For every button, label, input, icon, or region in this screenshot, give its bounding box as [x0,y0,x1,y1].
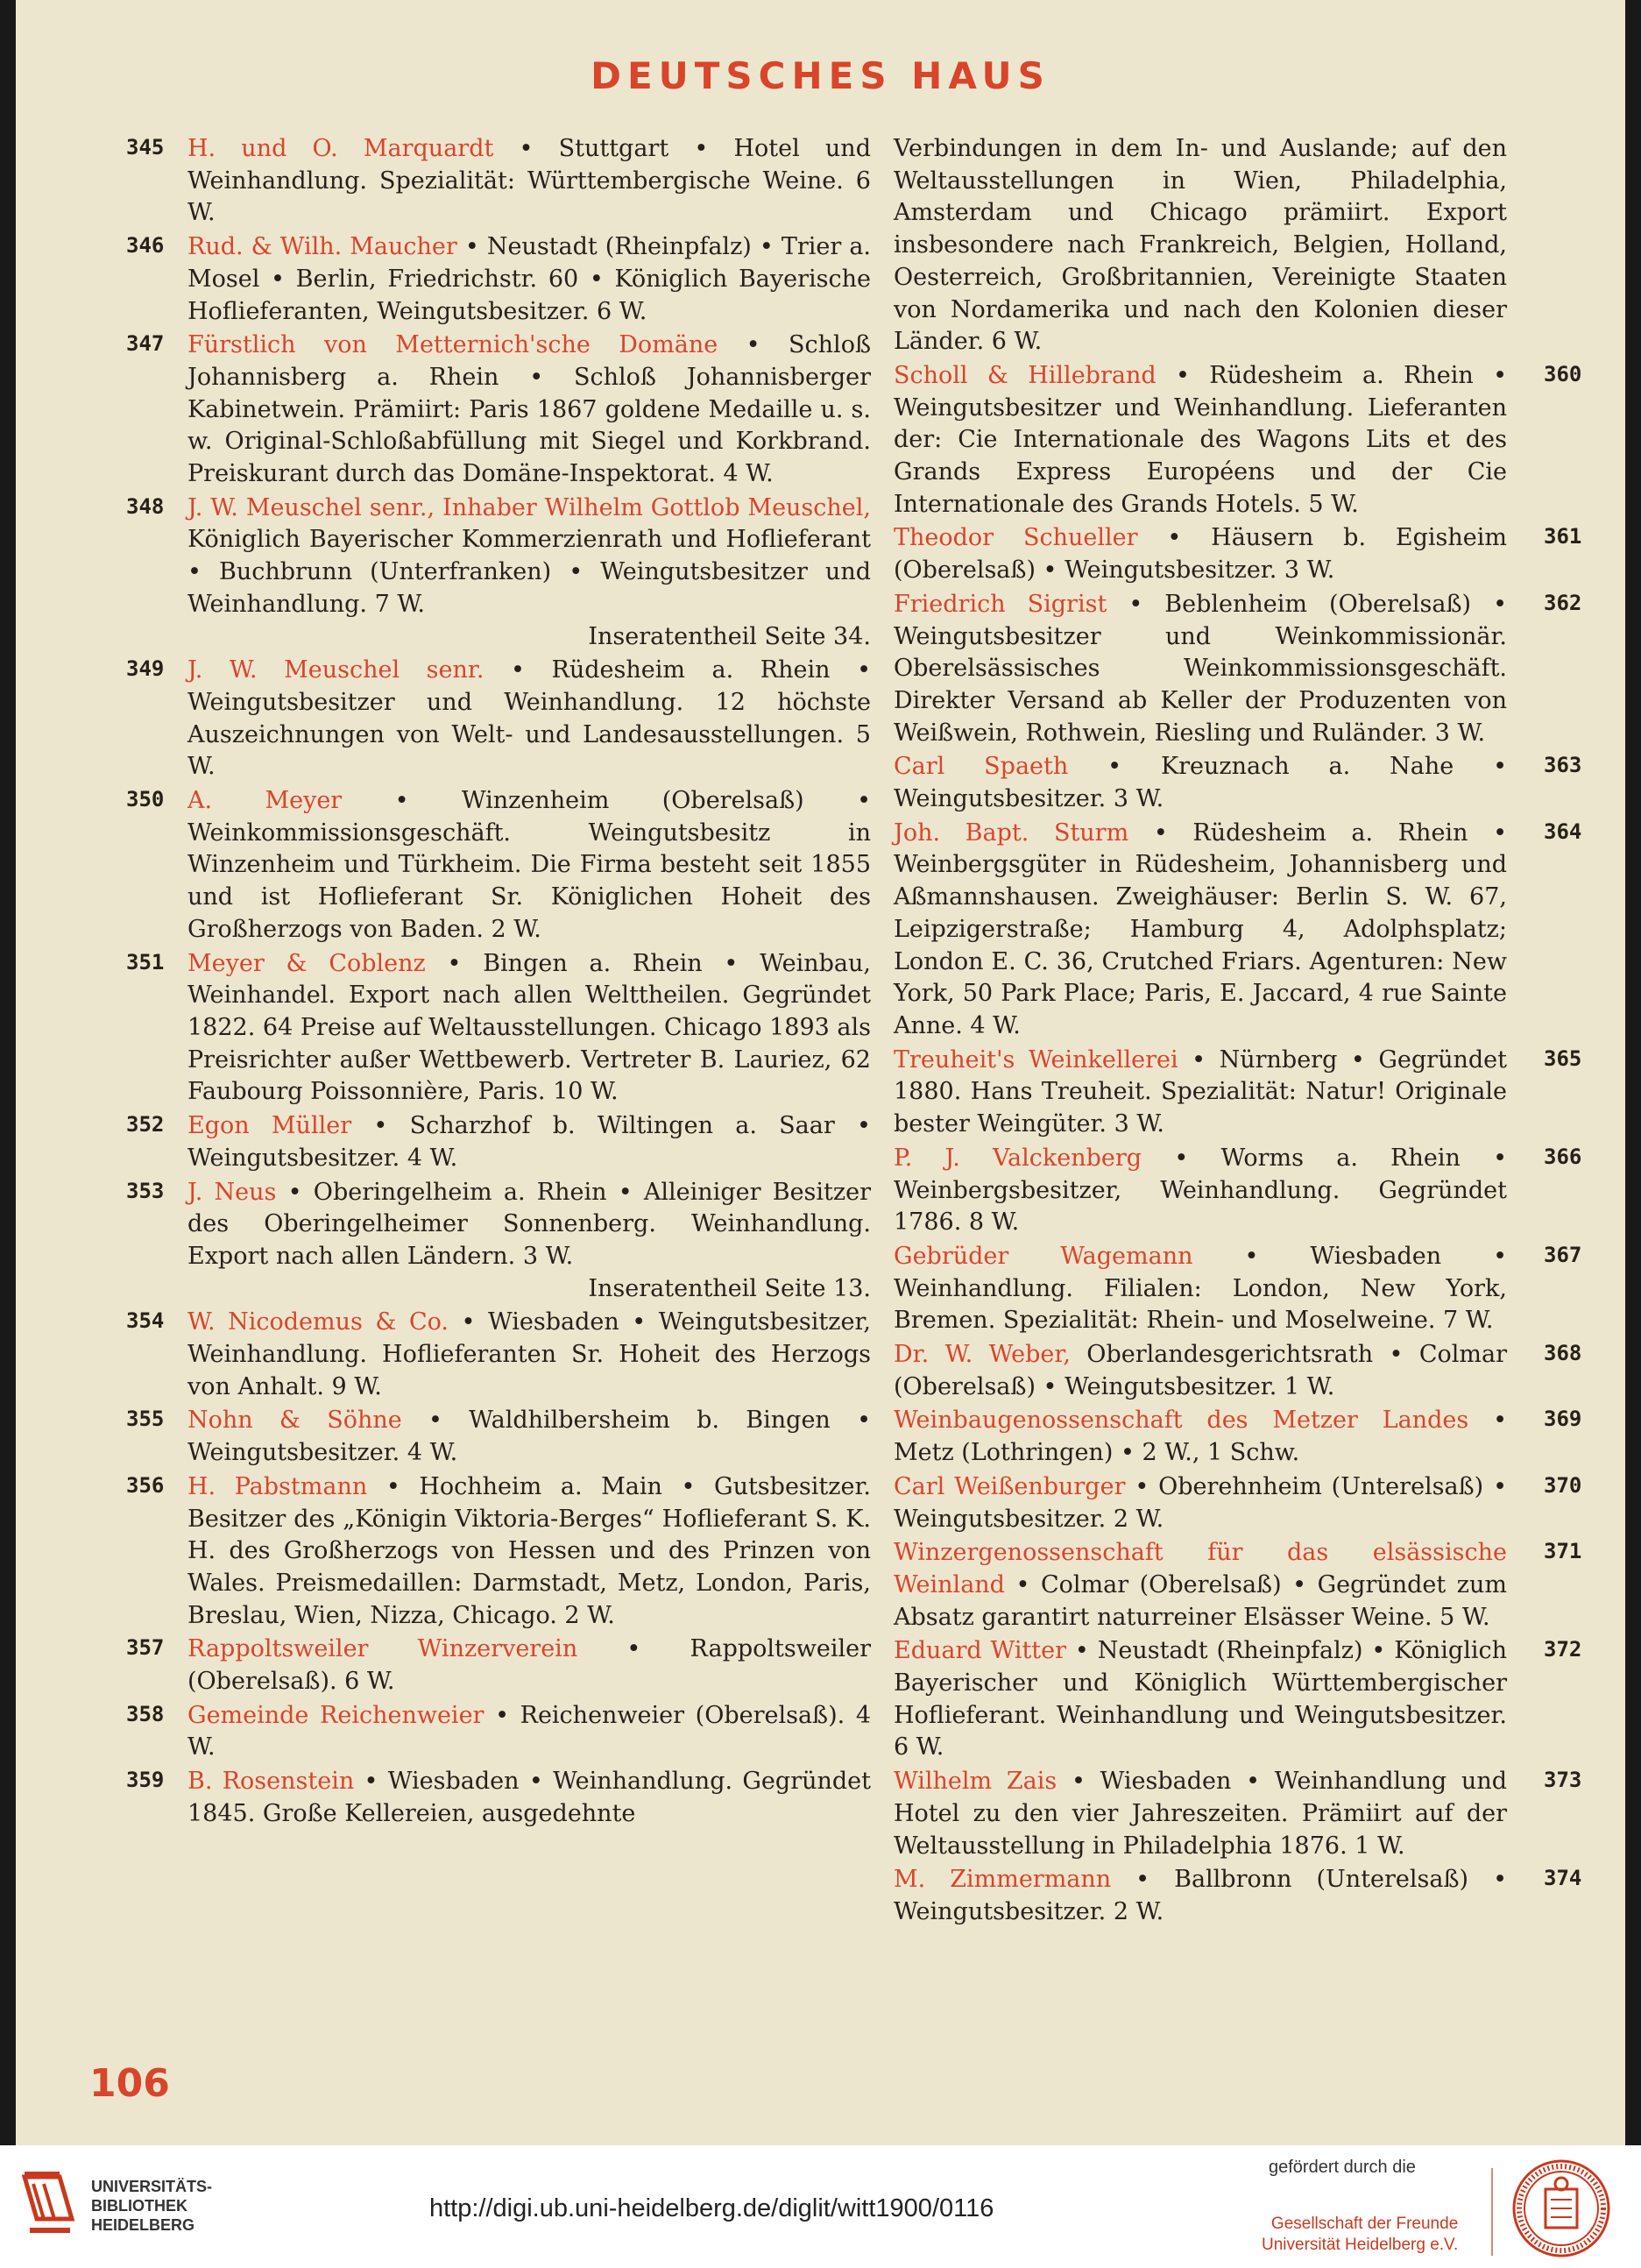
entry-description: • Nürnberg • Gegründet 1880. Hans Treuheit. Spezialität: Natur! Originale bester Weingüter. 3 W. [894,1045,1507,1138]
entry-number: 369 [1544,1407,1582,1432]
entry-number: 348 [126,493,165,519]
viewer-footer [0,2145,1641,2268]
page-number: 106 [89,2061,170,2106]
entry-number: 371 [1544,1539,1582,1564]
entry-description: • Neustadt (Rheinpfalz) • Königlich Bayerischer und Königlich Württembergischer Hoflieferant. Weinhandlung und Weingutsbesitzer. 6 W. [894,1637,1507,1761]
entry-text [894,1766,1507,1862]
entry-number: 358 [126,1701,165,1726]
entry-text [187,1700,871,1764]
entry-number: 368 [1544,1341,1582,1366]
directory-entry [126,330,871,491]
entry-number: 365 [1544,1045,1582,1071]
entry-text [894,1864,1507,1928]
library-logo-icon [18,2166,79,2245]
entry-text [894,1635,1507,1764]
entry-text [894,1045,1507,1141]
entry-number: 349 [126,656,165,682]
entry-text [187,1471,871,1633]
entry-description: • Häusern b. Egisheim (Oberelsaß) • Weingutsbesitzer. 3 W. [894,524,1507,585]
entry-description: • Oberingelheim a. Rhein • Alleiniger Besitzer des Oberingelheimer Sonnenberg. Weinhandlung. Export nach allen Ländern. 3 W. [187,1178,871,1270]
entry-description: • Hochheim a. Main • Gutsbesitzer. Besitzer des „Königin Viktoria-Berges“ Hoflieferant S. K. H. des Großherzogs von Hessen und des Prinzen von Wales. Preismedaillen: Darmstadt, Metz, London, Paris, Breslau, Wien, Nizza, Chicago. 2 W. [187,1472,871,1629]
directory-entry [894,522,1586,586]
running-head: DEUTSCHES HAUS [591,54,1050,97]
directory-entry [126,655,871,783]
entry-text [894,751,1507,815]
entry-number: 374 [1544,1866,1582,1891]
entry-firm-name: Gemeinde Reichenweier [187,1701,485,1729]
directory-entry [126,1405,871,1469]
directory-entry [894,1864,1586,1928]
entry-description: • Ballbronn (Unterelsaß) • Weingutsbesitzer. 2 W. [894,1866,1507,1925]
entry-firm-name: Carl Weißenburger [894,1472,1126,1500]
entry-text [187,1634,871,1697]
directory-entry [894,1143,1586,1239]
entry-description: • Wiesbaden • Weinhandlung und Hotel zu den vier Jahreszeiten. Prämiirt auf der Weltausstellung in Philadelphia 1876. 1 W. [894,1768,1507,1860]
footer-divider [1491,2168,1493,2256]
directory-entry [126,1110,871,1174]
entry-text [187,1405,871,1469]
directory-entry [894,360,1586,521]
entry-description: • Beblenheim (Oberelsaß) • Weingutsbesitzer und Weinkommissionär. Oberelsässisches Weinkommissionsgeschäft. Direkter Versand ab Keller der Produzenten von Weißwein, Rothwein, Riesling und Ruländer. 3 W. [894,590,1507,747]
entry-description: • Rüdesheim a. Rhein • Weingutsbesitzer und Weinhandlung. 12 höchste Auszeichnungen von Welt- und Landesausstellungen. 5 W. [187,656,871,781]
entry-description: • Waldhilbersheim b. Bingen • Weingutsbesitzer. 4 W. [187,1407,871,1467]
entry-number: 347 [126,331,165,357]
entry-number: 357 [126,1635,165,1661]
entry-firm-name: A. Meyer [187,787,343,815]
directory-entry [126,1307,871,1403]
entry-text [187,1177,871,1273]
entry-number: 351 [126,949,165,975]
entry-description: • Wiesbaden • Weinhandlung. Filialen: London, New York, Bremen. Spezialität: Rhein- und Moselweine. 7 W. [894,1242,1507,1335]
entry-number: 364 [1544,819,1582,844]
entry-firm-name: Winzergenossenschaft für das elsässische Weinland [894,1539,1507,1598]
entry-firm-name: Dr. W. Weber, [894,1341,1071,1369]
entry-firm-name: Friedrich Sigrist [894,590,1107,618]
entry-text [187,1766,871,1830]
directory-entry [894,1766,1586,1862]
entry-text [894,522,1507,586]
entry-firm-name: J. Neus [187,1178,277,1206]
directory-entry [894,133,1586,358]
entry-firm-name: Scholl & Hillebrand [894,361,1156,389]
directory-entry [126,133,871,230]
entry-number: 354 [126,1308,165,1334]
society-name: Gesellschaft der Freunde Universität Heidelberg e.V. [1262,2215,1459,2254]
directory-entry [894,589,1586,750]
entry-number: 345 [126,135,165,159]
entry-firm-name: Rud. & Wilh. Maucher [187,233,457,261]
entry-number: 359 [126,1768,165,1793]
entry-number: 370 [1544,1472,1582,1498]
directory-entry [894,818,1586,1043]
entry-text [187,1110,871,1174]
entry-description: • Scharzhof b. Wiltingen a. Saar • Weingutsbesitzer. 4 W. [187,1112,871,1172]
directory-entry [894,1405,1586,1469]
entry-firm-name: Eduard Witter [894,1637,1067,1665]
directory-entry [894,1339,1586,1403]
entry-description: • Rüdesheim a. Rhein • Weingutsbesitzer und Weinhandlung. Lieferanten der: Cie Internationale des Wagons Lits et des Grands Express Européens und der Cie Internationale des Grands Hotels. 5 W. [894,361,1508,518]
directory-entry [894,1471,1586,1535]
entry-firm-name: Meyer & Coblenz [187,949,426,977]
entry-description: Königlich Bayerischer Kommerzienrath und Hoflieferant • Buchbrunn (Unterfranken) • Weingutsbesitzer und Weinhandlung. 7 W. [187,526,871,618]
directory-entry [894,1045,1586,1141]
entry-number: 367 [1544,1242,1582,1267]
entry-text [187,785,871,946]
right-column [894,133,1586,1931]
entry-firm-name: J. W. Meuschel senr. [187,656,485,684]
entry-firm-name: W. Nicodemus & Co. [187,1308,449,1336]
entry-text [894,1143,1507,1239]
entry-text [187,133,871,230]
funded-by-label: gefördert durch die [1269,2158,1416,2177]
entry-text [894,589,1507,750]
entry-firm-name: Wilhelm Zais [894,1768,1057,1796]
entry-text [187,948,871,1109]
entry-text [187,1307,871,1403]
directory-entry [894,1537,1586,1634]
entry-description: • Reichenweier (Oberelsaß). 4 W. [187,1701,872,1761]
entry-description: • Neustadt (Rheinpfalz) • Trier a. Mosel • Berlin, Friedrichstr. 60 • Königlich Bayerische Hoflieferanten, Weingutsbesitzer. 6 W. [187,233,871,325]
entry-text [894,1339,1507,1403]
entry-firm-name: M. Zimmermann [894,1866,1112,1894]
entry-number: 355 [126,1407,165,1432]
entry-description: • Wiesbaden • Weinhandlung. Gegründet 1845. Große Kellereien, ausgedehnte [187,1768,871,1827]
entry-text [187,655,871,783]
directory-entry [126,1471,871,1633]
directory-entry [894,751,1586,815]
directory-entry [126,948,871,1109]
entry-number: 346 [126,233,165,259]
entry-text [187,231,871,328]
entry-number: 372 [1544,1637,1582,1662]
entry-firm-name: Theodor Schueller [894,524,1138,552]
entry-text [187,330,871,491]
entry-firm-name: Nohn & Söhne [187,1407,402,1435]
entry-text [894,1241,1507,1337]
entry-text [894,818,1507,1043]
entry-number: 350 [126,787,165,812]
entry-firm-name: Joh. Bapt. Sturm [894,819,1129,847]
entry-text [187,493,871,621]
entry-firm-name: Carl Spaeth [894,753,1069,781]
entry-description: • Rüdesheim a. Rhein • Weinbergsgüter in Rüdesheim, Johannisberg und Aßmannshausen. Zweighäuser: Berlin S. W. 67, Leipzigerstraße; Hamburg 4, Adolphsplatz; London E. C. 36, Crutched Friars. Agenturen: New York, 50 Park Place; Paris, E. Jaccard, 4 rue Sainte Anne. 4 W. [894,819,1507,1039]
directory-entry [126,493,871,654]
entry-advert-reference: Inseratentheil Seite 34. [588,622,871,650]
directory-entry [894,1635,1586,1764]
directory-entry [126,231,871,328]
entry-firm-name: Gebrüder Wagemann [894,1242,1193,1270]
entry-firm-name: Egon Müller [187,1112,352,1140]
entry-description: • Stuttgart • Hotel und Weinhandlung. Spezialität: Württembergische Weine. 6 W. [187,135,871,227]
directory-entry [126,1634,872,1697]
directory-entry [894,1241,1586,1337]
entry-description: Oberlandesgerichtsrath • Colmar (Oberelsaß) • Weingutsbesitzer. 1 W. [894,1341,1507,1400]
directory-entry [126,785,871,946]
entry-text [894,1537,1507,1634]
permalink-url[interactable]: http://digi.ub.uni-heidelberg.de/diglit/witt1900/0116 [429,2194,994,2222]
entry-number: 356 [126,1472,165,1498]
entry-number: 373 [1544,1768,1582,1793]
entry-firm-name: P. J. Valckenberg [894,1144,1142,1172]
entry-description: • Metz (Lothringen) • 2 W., 1 Schw. [894,1407,1507,1467]
entry-number: 363 [1544,753,1582,778]
directory-entry [126,1700,872,1764]
entry-text [894,360,1507,521]
entry-number: 352 [126,1112,165,1138]
left-column [126,133,872,1832]
library-name: UNIVERSITÄTS- BIBLIOTHEK HEIDELBERG [91,2178,213,2234]
entry-firm-name: Treuheit's Weinkellerei [894,1045,1178,1074]
entry-firm-name: J. W. Meuschel senr., Inhaber Wilhelm Gottlob Meuschel, [187,493,871,521]
entry-description: • Bingen a. Rhein • Weinbau, Weinhandel. Export nach allen Welttheilen. Gegründet 1822. 64 Preise auf Weltausstellungen. Chicago 1893 als Preisrichter außer Wettbewerb. Vertreter B. Lauriez, 62 Faubourg Poissonnière, Paris. 10 W. [187,949,871,1106]
entry-description: • Winzenheim (Oberelsaß) • Weinkommissionsgeschäft. Weingutsbesitz in Winzenheim und Türkheim. Die Firma besteht seit 1855 und ist Hoflieferant Sr. Königlichen Hoheit des Großherzogs von Baden. 2 W. [187,787,871,943]
entry-description: • Colmar (Oberelsaß) • Gegründet zum Absatz garantirt naturreiner Elsässer Weine. 5 W. [894,1570,1507,1631]
entry-firm-name: B. Rosenstein [187,1768,355,1796]
entry-number: 361 [1544,524,1582,549]
entry-advert-reference: Inseratentheil Seite 13. [588,1274,871,1302]
entry-firm-name: Fürstlich von Metternich'sche Domäne [187,331,718,359]
entry-text [894,133,1507,358]
entry-description: • Wiesbaden • Weingutsbesitzer, Weinhandlung. Hoflieferanten Sr. Hoheit des Herzogs von Anhalt. 9 W. [187,1308,871,1400]
entry-firm-name: Weinbaugenossenschaft des Metzer Landes [894,1407,1469,1435]
university-seal-icon [1510,2158,1612,2259]
entry-text [894,1405,1507,1469]
directory-entry [126,1766,871,1830]
entry-description: Verbindungen in dem In- und Auslande; auf den Weltausstellungen in Wien, Philadelphia, Amsterdam und Chicago prämiirt. Export insbesondere nach Frankreich, Belgien, Holland, Oesterreich, Großbritannien, Vereinigte Staaten von Nordamerika und nach den Kolonien dieser Länder. 6 W. [894,135,1507,356]
entry-description: • Schloß Johannisberg a. Rhein • Schloß Johannisberger Kabinetwein. Prämiirt: Paris 1867 goldene Medaille u. s. w. Original-Schloßabfüllung mit Siegel und Korkbrand. Preiskurant durch das Domäne-Inspektorat. 4 W. [187,331,871,488]
entry-text [894,1471,1507,1535]
entry-description: • Rappoltsweiler (Oberelsaß). 6 W. [187,1635,872,1696]
entry-number: 362 [1544,590,1582,615]
entry-description: • Worms a. Rhein • Weinbergsbesitzer, Weinhandlung. Gegründet 1786. 8 W. [894,1144,1507,1237]
entry-description: • Oberehnheim (Unterelsaß) • Weingutsbesitzer. 2 W. [894,1472,1507,1533]
entry-firm-name: Rappoltsweiler Winzerverein [187,1635,578,1663]
entry-firm-name: H. und O. Marquardt [187,135,494,162]
entry-number: 360 [1544,361,1582,386]
directory-entry [126,1177,871,1306]
entry-number: 366 [1544,1144,1582,1169]
entry-description: • Kreuznach a. Nahe • Weingutsbesitzer. 3 W. [894,753,1507,813]
entry-number: 353 [126,1178,165,1203]
entry-firm-name: H. Pabstmann [187,1472,368,1500]
book-page [16,0,1625,2145]
